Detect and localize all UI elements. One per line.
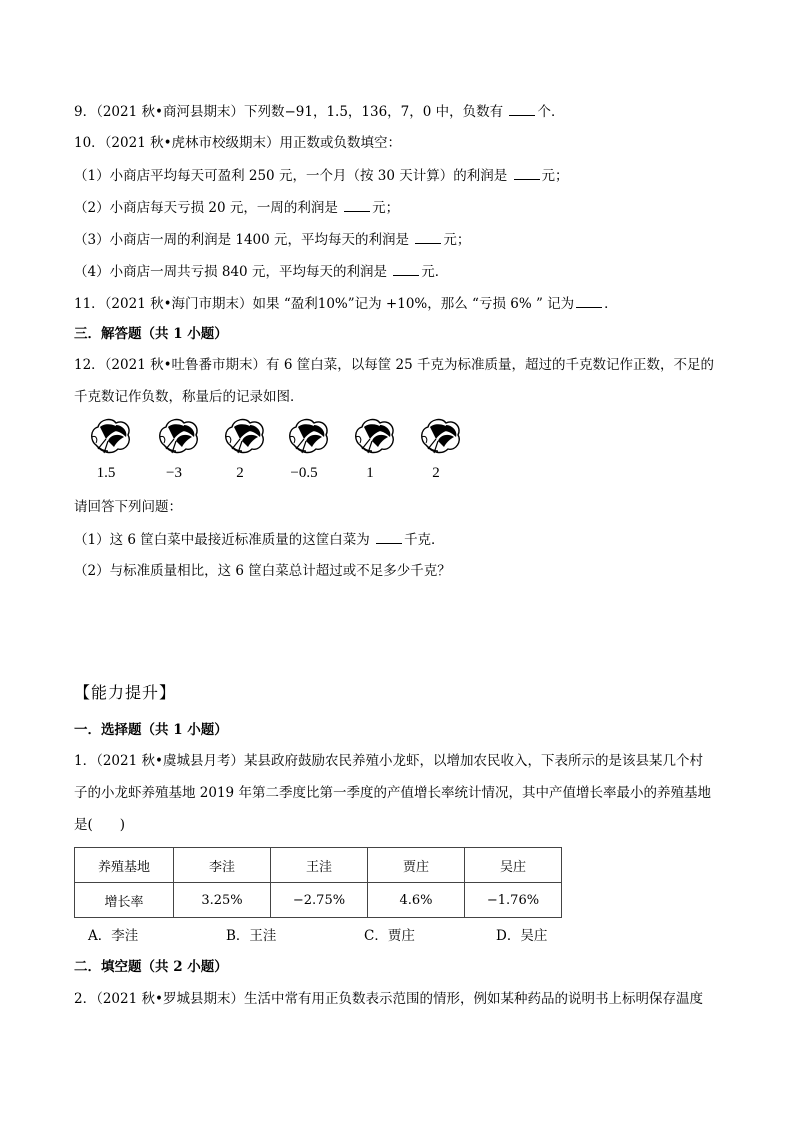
- table-cell: 王洼: [271, 848, 368, 883]
- answer-blank[interactable]: [376, 529, 402, 544]
- cabbage-icon: [416, 415, 464, 461]
- table-cell: 3.25%: [174, 883, 271, 918]
- section-heading-fill: 二．填空题（共 2 小题）: [74, 959, 228, 975]
- cabbage-weight-label: 1.5: [96, 465, 116, 481]
- question-12-part-1: （1）这 6 筐白菜中最接近标准质量的这筐白菜为 千克．: [74, 529, 445, 550]
- section-heading-answer: 三．解答题（共 1 小题）: [74, 326, 228, 342]
- answer-blank[interactable]: [514, 165, 540, 180]
- answer-blank[interactable]: [393, 261, 419, 276]
- section-title: 【能力提升】: [74, 683, 177, 702]
- cabbage-weight-label: −3: [166, 465, 182, 481]
- table-cell: 增长率: [75, 883, 174, 918]
- option-b[interactable]: B．王洼: [226, 928, 277, 944]
- growth-rate-table: [74, 847, 562, 918]
- table-cell: 4.6%: [368, 883, 465, 918]
- question-12-line-1: 12．（2021 秋•吐鲁番市期末）有 6 筐白菜，以每筐 25 千克为标准质量，超过的千克数记作正数，不足的: [74, 357, 714, 373]
- table-cell: 贾庄: [368, 848, 465, 883]
- option-d[interactable]: D．吴庄: [496, 928, 548, 944]
- table-cell: −1.76%: [465, 883, 562, 918]
- question-9: 9．（2021 秋•商河县期末）下列数−91，1.5，136，7，0 中，负数有 个．: [74, 101, 564, 122]
- table-cell: 吴庄: [465, 848, 562, 883]
- question-10-part-2: （2）小商店每天亏损 20 元，一周的利润是 元；: [74, 197, 399, 218]
- answer-blank[interactable]: [344, 197, 370, 212]
- question-10-part-1: （1）小商店平均每天可盈利 250 元，一个月（按 30 天计算）的利润是 元；: [74, 165, 569, 186]
- question-10-part-4: （4）小商店一周共亏损 840 元，平均每天的利润是 元．: [74, 261, 448, 282]
- problem-1-line-2: 子的小龙虾养殖基地 2019 年第二季度比第一季度的产值增长率统计情况，其中产值增长率最小的养殖基地: [74, 785, 711, 801]
- option-a[interactable]: A．李洼: [88, 928, 139, 944]
- cabbage-icon: [284, 415, 332, 461]
- cabbage-icon: [220, 415, 268, 461]
- problem-2-line-1: 2．（2021 秋•罗城县期末）生活中常有用正负数表示范围的情形，例如某种药品的说明书上标明保存温度: [74, 991, 703, 1007]
- cabbage-weight-label: 1: [366, 465, 374, 481]
- cabbage-icon: [154, 415, 202, 461]
- question-10: 10．（2021 秋•虎林市校级期末）用正数或负数填空：: [74, 135, 402, 151]
- table-header-row: [75, 848, 562, 883]
- problem-1-line-3: 是( ): [74, 817, 126, 833]
- problem-1-line-1: 1．（2021 秋•虞城县月考）某县政府鼓励农民养殖小龙虾，以增加农民收入，下表所示的是该县某几个村: [74, 753, 703, 769]
- question-11: 11．（2021 秋•海门市期末）如果 “盈利10%”记为 +10%，那么 “亏损 6% ” 记为 ．: [74, 293, 618, 314]
- answer-blank[interactable]: [415, 229, 441, 244]
- table-cell: 养殖基地: [75, 848, 174, 883]
- answer-blank[interactable]: [509, 101, 535, 116]
- option-c[interactable]: C．贾庄: [364, 928, 415, 944]
- cabbage-weight-label: −0.5: [290, 465, 318, 481]
- cabbage-icon: [350, 415, 398, 461]
- question-10-part-3: （3）小商店一周的利润是 1400 元，平均每天的利润是 元；: [74, 229, 470, 250]
- table-cell: 李洼: [174, 848, 271, 883]
- cabbage-icon: [86, 415, 134, 461]
- section-heading-choice: 一．选择题（共 1 小题）: [74, 722, 228, 738]
- cabbage-weight-label: 2: [432, 465, 440, 481]
- question-12-prompt: 请回答下列问题：: [74, 499, 182, 515]
- table-cell: −2.75%: [271, 883, 368, 918]
- cabbage-weight-label: 2: [236, 465, 244, 481]
- table-row: [75, 883, 562, 918]
- cabbage-figure: [86, 415, 486, 485]
- question-12-part-2: （2）与标准质量相比，这 6 筐白菜总计超过或不足多少千克？: [74, 563, 451, 579]
- question-12-line-2: 千克数记作负数，称量后的记录如图．: [74, 389, 304, 405]
- answer-blank[interactable]: [576, 293, 602, 308]
